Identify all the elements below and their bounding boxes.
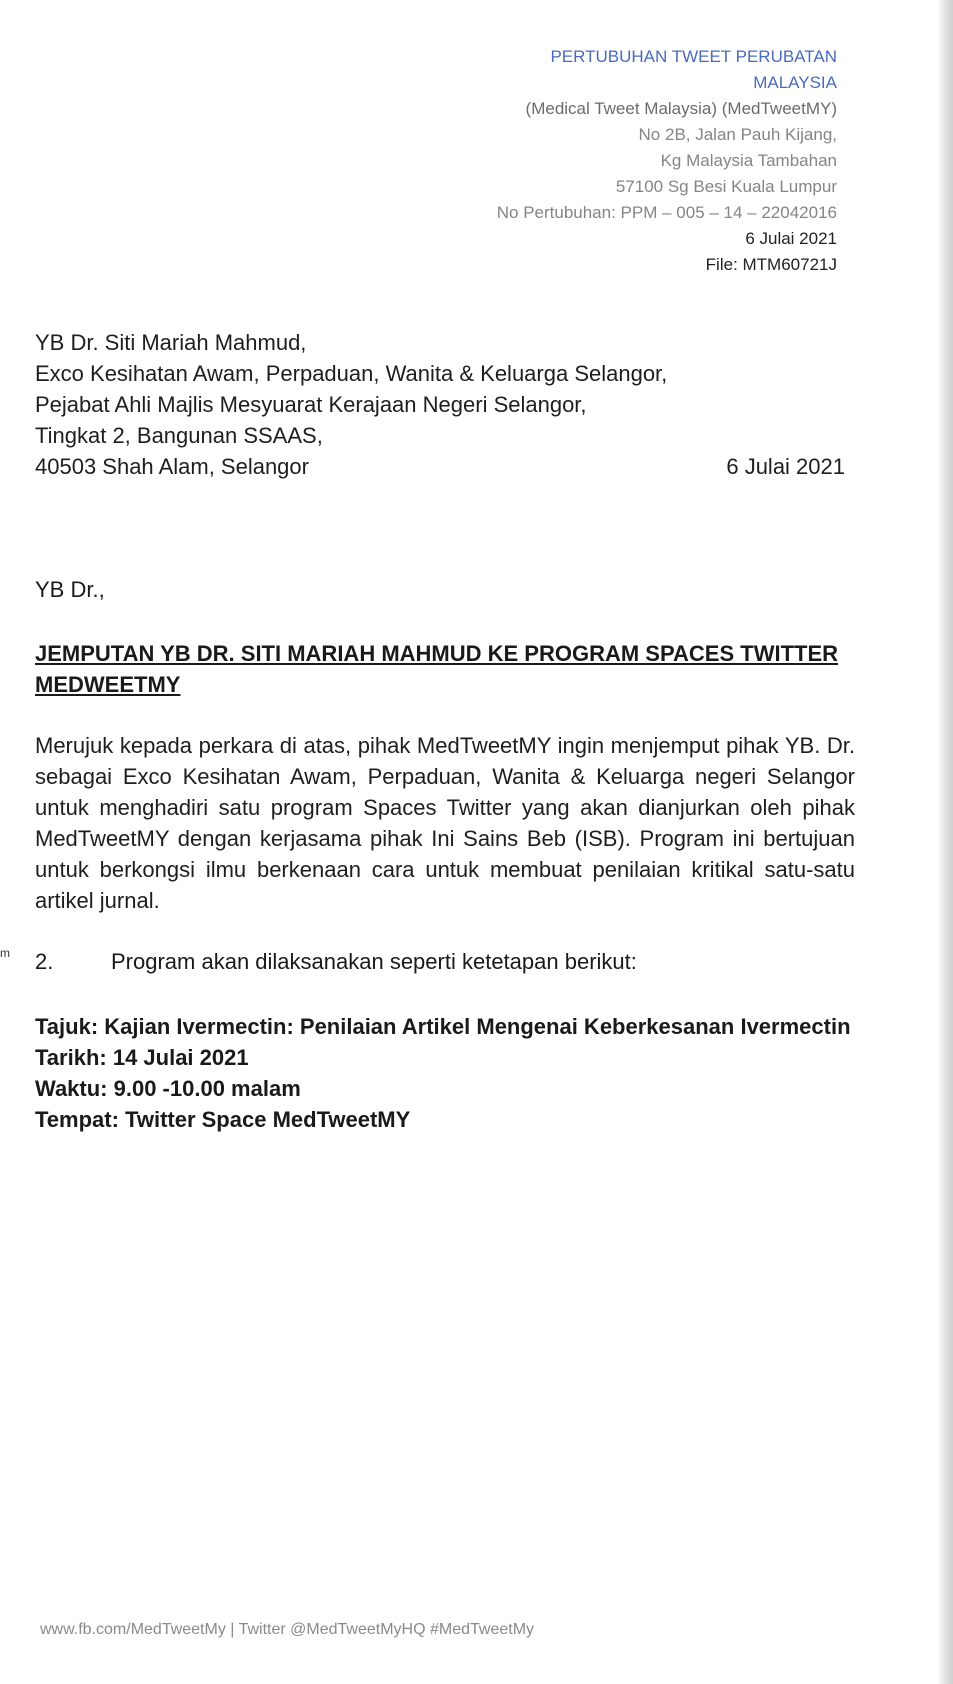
letterhead-date: 6 Julai 2021 bbox=[745, 229, 837, 248]
page-edge-shadow bbox=[937, 0, 953, 1684]
recipient-line: Exco Kesihatan Awam, Perpaduan, Wanita & Keluarga Selangor, bbox=[35, 361, 668, 386]
address-line-1: No 2B, Jalan Pauh Kijang, bbox=[638, 125, 837, 144]
detail-tajuk: Tajuk: Kajian Ivermectin: Penilaian Artikel Mengenai Keberkesanan Ivermectin bbox=[35, 1014, 851, 1039]
recipient-block bbox=[35, 327, 845, 482]
recipient-line: 40503 Shah Alam, Selangor bbox=[35, 454, 309, 479]
registration-number: No Pertubuhan: PPM – 005 – 14 – 22042016 bbox=[496, 203, 837, 222]
recipient-last-row bbox=[35, 451, 845, 482]
recipient-line: YB Dr. Siti Mariah Mahmud, bbox=[35, 330, 307, 355]
org-name-line1: PERTUBUHAN TWEET PERUBATAN bbox=[550, 47, 837, 66]
address-line-2: Kg Malaysia Tambahan bbox=[660, 151, 837, 170]
address-line-3: 57100 Sg Besi Kuala Lumpur bbox=[615, 177, 837, 196]
letter-date: 6 Julai 2021 bbox=[726, 454, 845, 479]
org-subtitle: (Medical Tweet Malaysia) (MedTweetMY) bbox=[525, 99, 837, 118]
letterhead bbox=[317, 44, 837, 278]
margin-mark: m bbox=[0, 946, 10, 960]
detail-tarikh: Tarikh: 14 Julai 2021 bbox=[35, 1045, 249, 1070]
detail-tempat: Tempat: Twitter Space MedTweetMY bbox=[35, 1107, 411, 1132]
detail-waktu: Waktu: 9.00 -10.00 malam bbox=[35, 1076, 301, 1101]
org-name-line2: MALAYSIA bbox=[753, 73, 837, 92]
salutation: YB Dr., bbox=[35, 577, 105, 602]
letter-subject: JEMPUTAN YB DR. SITI MARIAH MAHMUD KE PROGRAM SPACES TWITTER MEDWEETMY bbox=[35, 641, 839, 697]
file-reference: File: MTM60721J bbox=[705, 255, 837, 274]
program-details bbox=[35, 1011, 855, 1135]
body-paragraph-1: Merujuk kepada perkara di atas, pihak MedTweetMY ingin menjemput pihak YB. Dr. sebagai Exco Kesihatan Awam, Perpaduan, Wanita & Keluarga negeri Selangor untuk menghadiri satu program Spaces Twitter yang akan dianjurkan oleh pihak MedTweetMY dengan kerjasama pihak Ini Sains Beb (ISB). Program ini bertujuan untuk berkongsi ilmu berkenaan cara untuk membuat penilaian kritikal satu-satu artikel jurnal. bbox=[35, 733, 855, 913]
point-number: 2. bbox=[35, 949, 54, 974]
footer-social-links: www.fb.com/MedTweetMy | Twitter @MedTweetMyHQ #MedTweetMy bbox=[40, 1621, 535, 1638]
recipient-line: Tingkat 2, Bangunan SSAAS, bbox=[35, 423, 323, 448]
point-text: Program akan dilaksanakan seperti ketetapan berikut: bbox=[111, 949, 637, 974]
point-2 bbox=[35, 949, 637, 975]
recipient-line: Pejabat Ahli Majlis Mesyuarat Kerajaan Negeri Selangor, bbox=[35, 392, 587, 417]
